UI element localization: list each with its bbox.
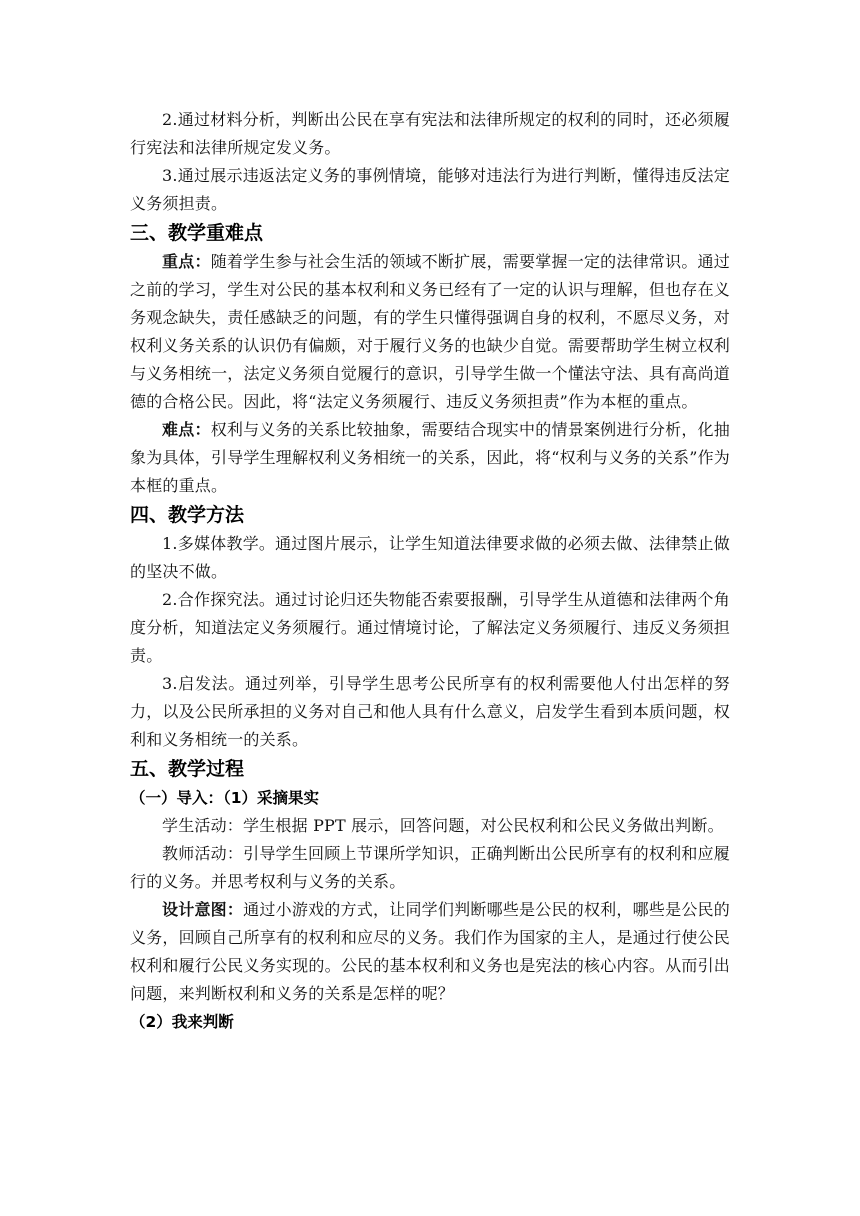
objective-3: 3.通过展示违返法定义务的事例情境，能够对违法行为进行判断，懂得违反法定义务须担责。 [130,166,730,213]
method-3: 3.启发法。通过列举，引导学生思考公民所享有的权利需要他人付出怎样的努力，以及公民所承担的义务对自己和他人具有什么意义，启发学生看到本质问题，权利和义务相统一的关系。 [130,674,730,749]
difficulty-label: 难点： [162,420,211,439]
method-1: 1.多媒体教学。通过图片展示，让学生知道法律要求做的必须去做、法律禁止做的坚决不做。 [130,534,730,581]
key-point-paragraph [130,248,730,416]
objective-2: 2.通过材料分析，判断出公民在享有宪法和法律所规定的权利的同时，还必须履行宪法和法律所规定发义务。 [130,110,730,157]
design-intent-label: 设计意图： [162,900,244,919]
design-intent-paragraph [130,896,730,1008]
method-2: 2.合作探究法。通过讨论归还失物能否索要报酬，引导学生从道德和法律两个角度分析，知道法定义务须履行。通过情境讨论，了解法定义务须履行、违反义务须担责。 [130,590,730,665]
design-intent-text: 通过小游戏的方式，让同学们判断哪些是公民的权利，哪些是公民的义务，回顾自己所享有的权利和应尽的义务。我们作为国家的主人，是通过行使公民权利和履行公民义务实现的。公民的基本权利和义务也是宪法的核心内容。从而引出问题，来判断权利和义务的关系是怎样的呢？ [130,900,730,1003]
key-point-label: 重点： [162,252,211,271]
difficulty-paragraph [130,416,730,500]
difficulty-text: 权利与义务的关系比较抽象，需要结合现实中的情景案例进行分析，化抽象为具体，引导学生理解权利义务相统一的关系，因此，将“权利与义务的关系”作为本框的重点。 [130,420,730,495]
subheading-judge: （2）我来判断 [130,1013,234,1031]
key-point-text: 随着学生参与社会生活的领域不断扩展，需要掌握一定的法律常识。通过之前的学习，学生对公民的基本权利和义务已经有了一定的认识与理解，但也存在义务观念缺失，责任感缺乏的问题，有的学生只懂得强调自身的权利，不愿尽义务，对权利义务关系的认识仍有偏颇，对于履行义务的也缺少自觉。需要帮助学生树立权利与义务相统一，法定义务须自觉履行的意识，引导学生做一个懂法守法、具有高尚道德的合格公民。因此，将“法定义务须履行、违反义务须担责”作为本框的重点。 [130,252,730,411]
section-heading-key-points: 三、教学重难点 [130,222,264,244]
section-heading-process: 五、教学过程 [130,758,245,780]
section-heading-methods: 四、教学方法 [130,504,245,526]
subheading-intro: （一）导入：（1）采摘果实 [130,789,320,807]
document-body [130,106,730,1036]
student-activity: 学生活动：学生根据 PPT 展示，回答问题，对公民权利和公民义务做出判断。 [162,816,724,835]
teacher-activity: 教师活动：引导学生回顾上节课所学知识，正确判断出公民所享有的权利和应履行的义务。并思考权利与义务的关系。 [130,844,730,891]
